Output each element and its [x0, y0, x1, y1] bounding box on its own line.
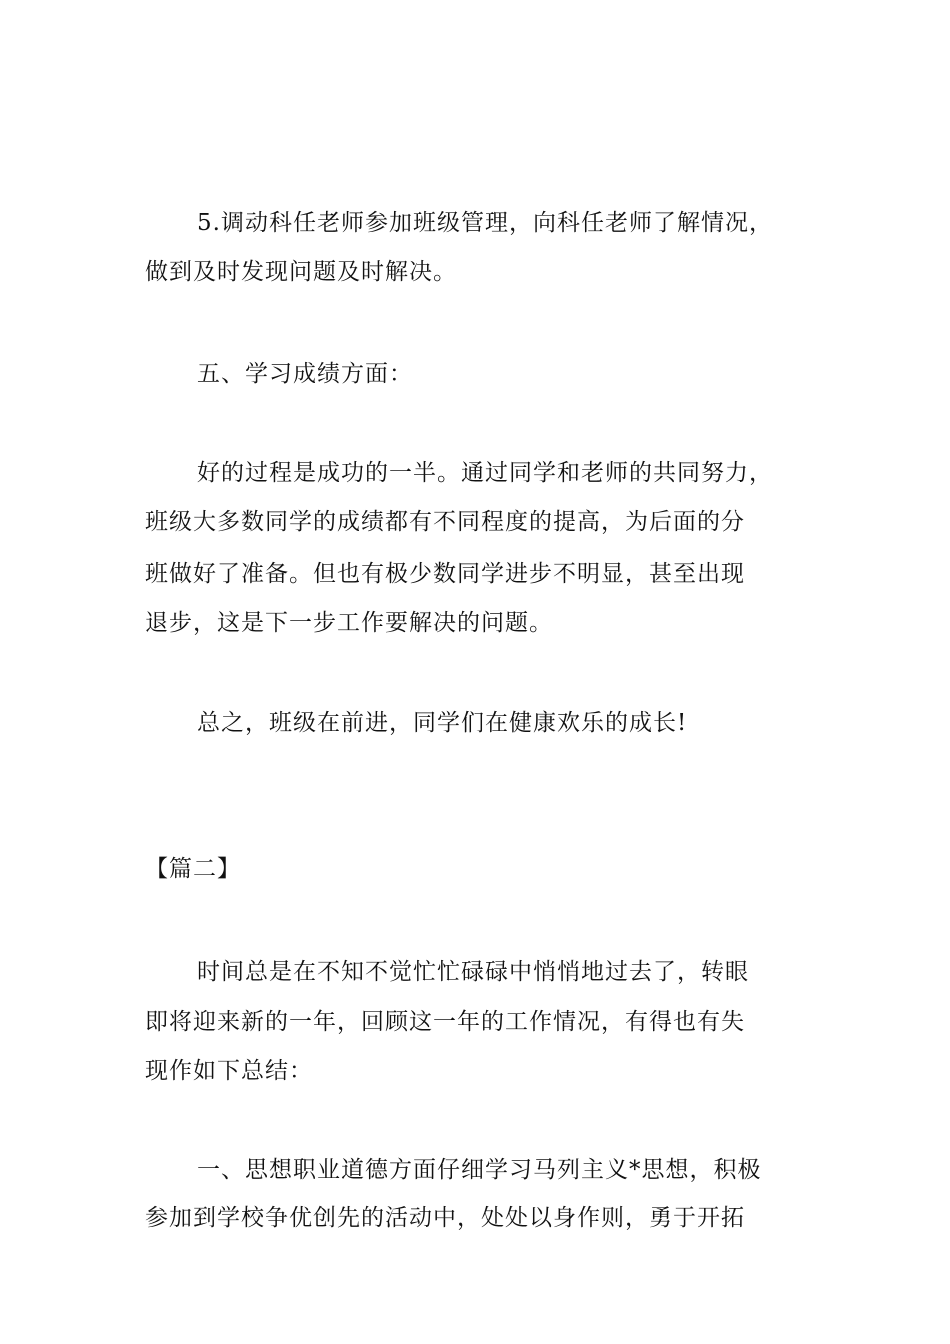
paragraph-line: 做到及时发现问题及时解决。: [145, 259, 457, 285]
paragraph-line: 班做好了准备。但也有极少数同学进步不明显，甚至出现: [145, 561, 745, 587]
paragraph-line: 时间总是在不知不觉忙忙碌碌中悄悄地过去了，转眼: [197, 959, 749, 985]
paragraph-line: 总之，班级在前进，同学们在健康欢乐的成长!: [197, 710, 688, 736]
paragraph-line: 现作如下总结：: [145, 1058, 313, 1084]
paragraph-line: 即将迎来新的一年，回顾这一年的工作情况，有得也有失: [145, 1009, 745, 1035]
paragraph-line: 一、思想职业道德方面仔细学习马列主义*思想，积极: [197, 1157, 762, 1183]
paragraph-line: 好的过程是成功的一半。通过同学和老师的共同努力，: [197, 460, 773, 486]
paragraph-line: 班级大多数同学的成绩都有不同程度的提高，为后面的分: [145, 509, 745, 535]
paragraph-line: 退步，这是下一步工作要解决的问题。: [145, 610, 553, 636]
paragraph-line: 5.调动科任老师参加班级管理，向科任老师了解情况，: [197, 210, 773, 236]
paragraph-line: 参加到学校争优创先的活动中，处处以身作则，勇于开拓: [145, 1205, 745, 1231]
part-heading: 【篇二】: [145, 856, 241, 882]
section-heading: 五、学习成绩方面：: [197, 361, 413, 387]
